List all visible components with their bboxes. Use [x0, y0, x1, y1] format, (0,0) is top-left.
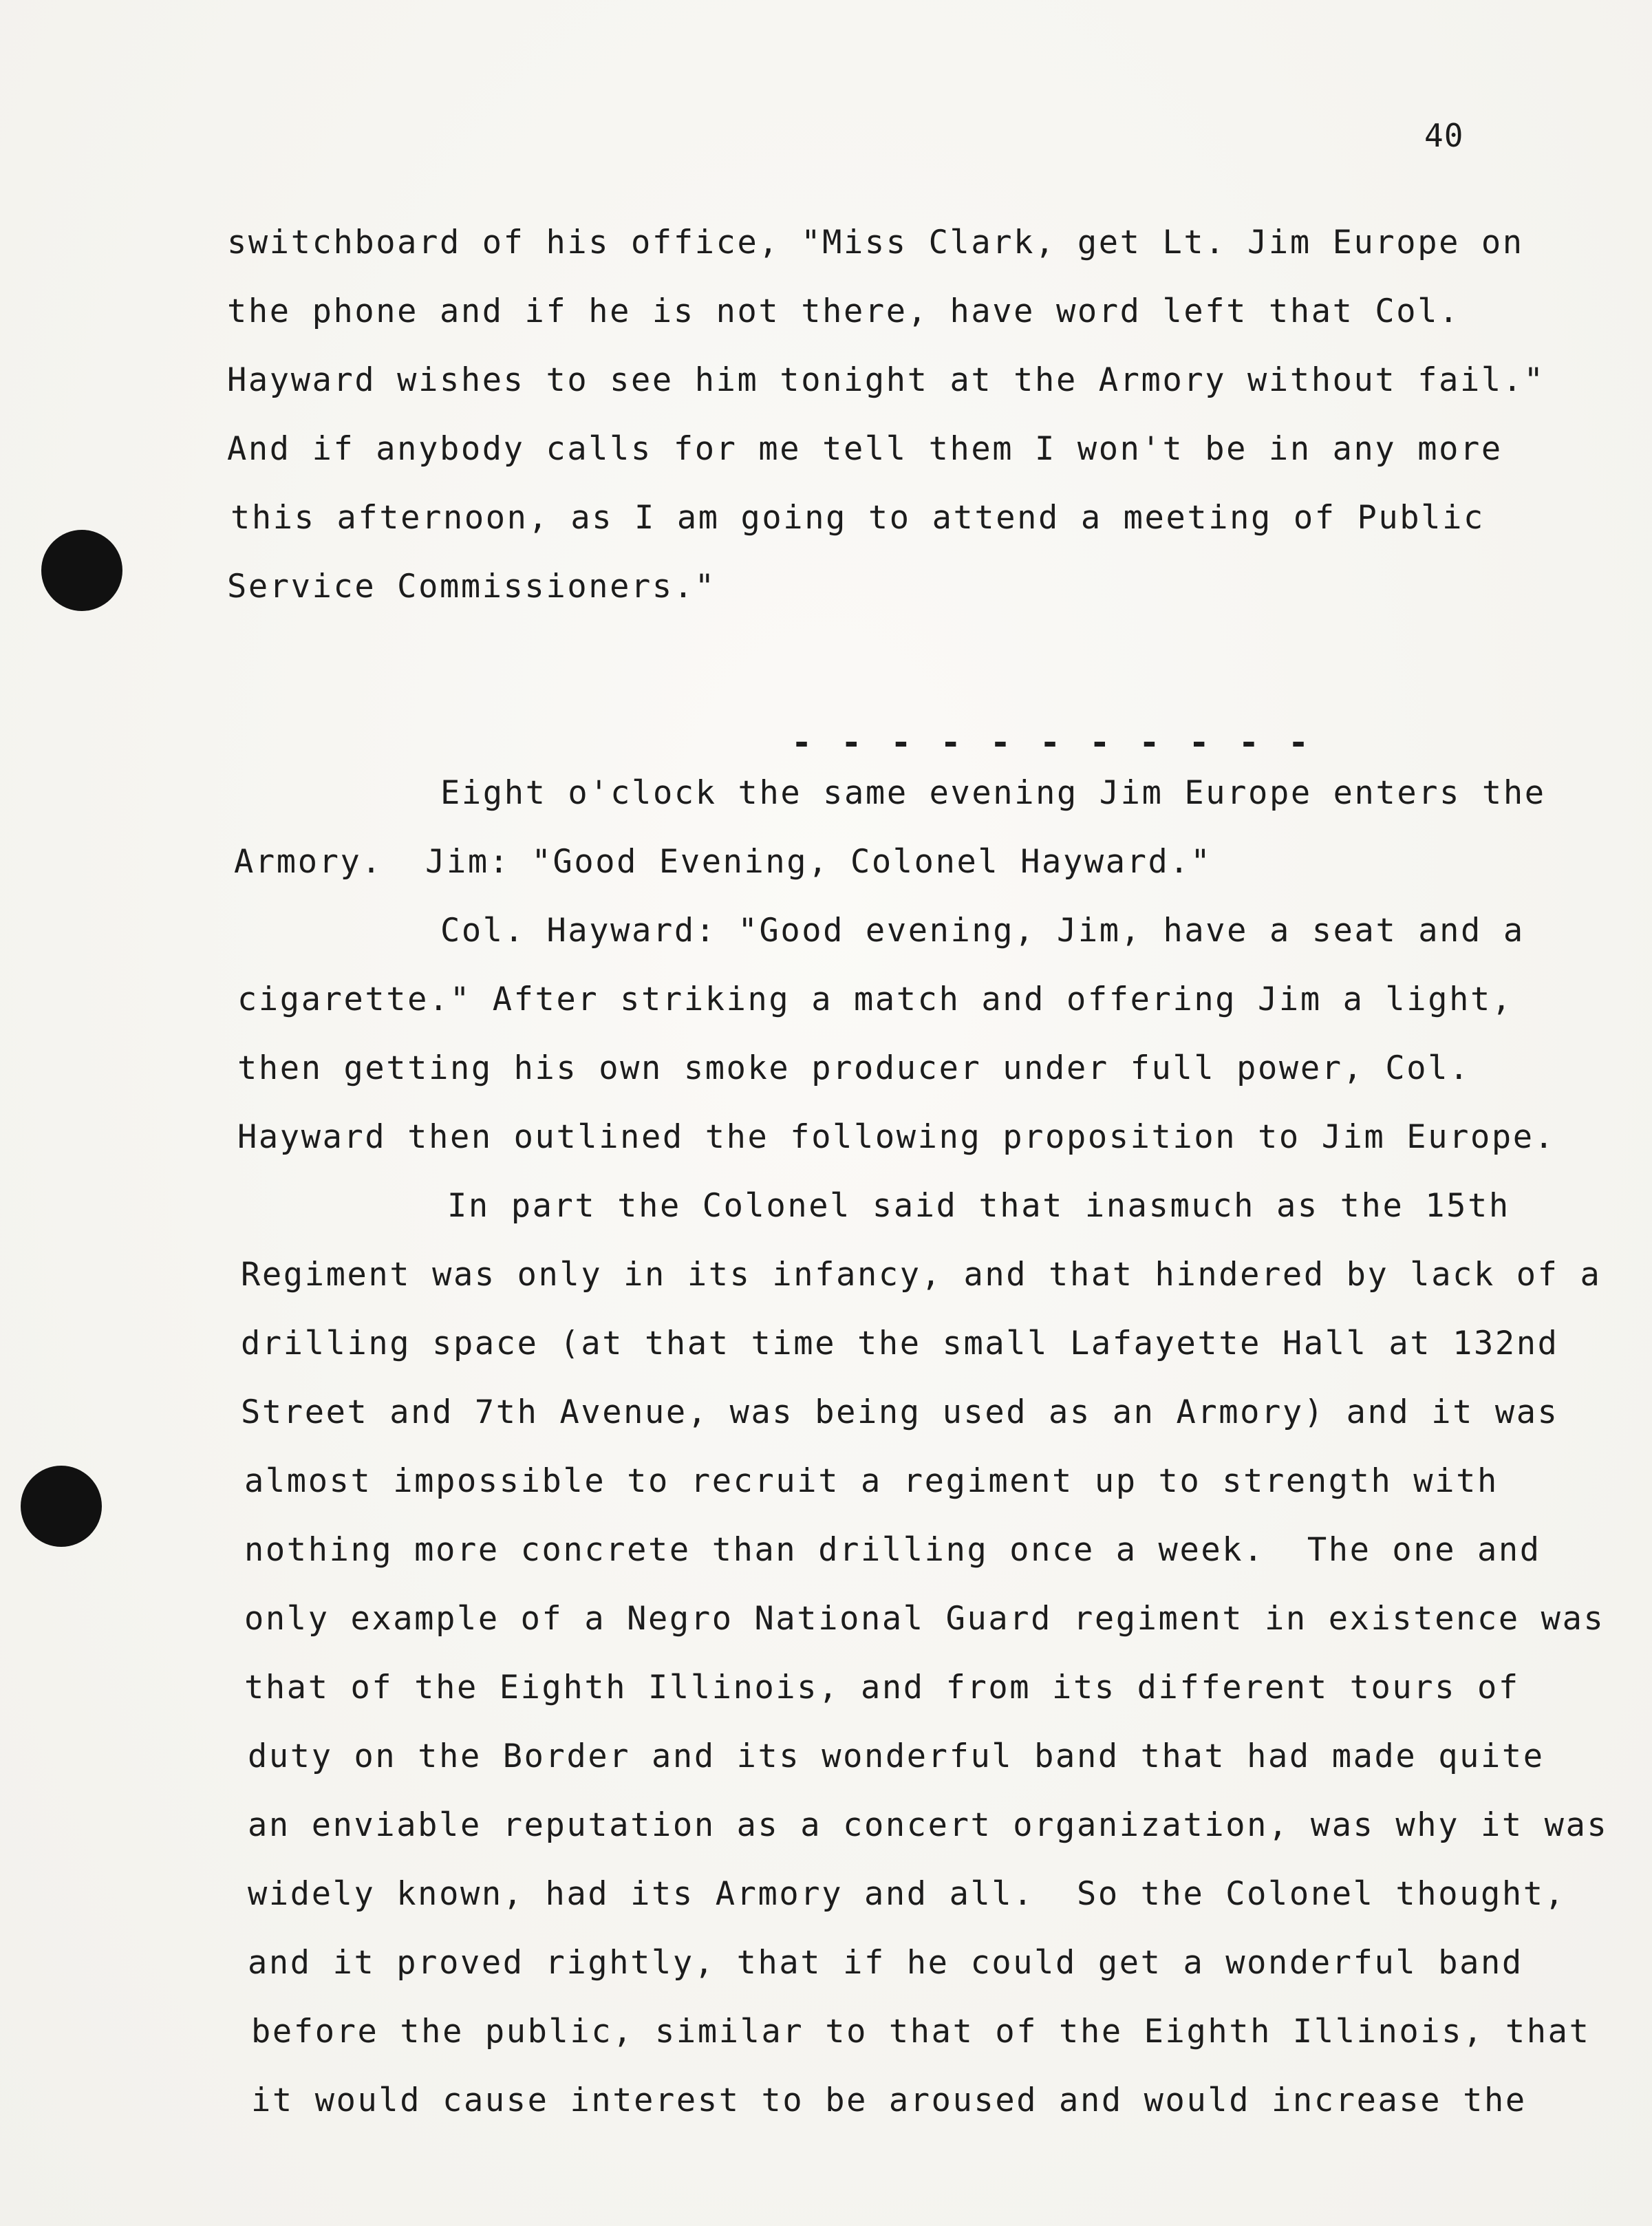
text-line: the phone and if he is not there, have word left that Col.: [227, 292, 1460, 330]
text-line: switchboard of his office, "Miss Clark, get Lt. Jim Europe on: [227, 224, 1524, 261]
text-line: then getting his own smoke producer under full power, Col.: [237, 1049, 1470, 1087]
text-line: this afternoon, as I am going to attend a meeting of Public: [230, 499, 1485, 537]
text-line: drilling space (at that time the small Lafayette Hall at 132nd: [241, 1325, 1559, 1362]
section-separator: - - - - - - - - - - -: [791, 723, 1313, 762]
punch-hole: [41, 530, 122, 611]
text-line: Hayward wishes to see him tonight at the Armory without fail.": [227, 361, 1545, 399]
text-line: only example of a Negro National Guard regiment in existence was: [244, 1600, 1605, 1638]
text-line: almost impossible to recruit a regiment up to strength with: [244, 1462, 1499, 1500]
text-line: Armory. Jim: "Good Evening, Colonel Hayward.": [234, 843, 1212, 881]
text-line: Eight o'clock the same evening Jim Europe enters the: [440, 774, 1546, 812]
text-line: and it proved rightly, that if he could get a wonderful band: [248, 1944, 1523, 1982]
text-line: that of the Eighth Illinois, and from its different tours of: [244, 1669, 1520, 1706]
text-line: Regiment was only in its infancy, and that hindered by lack of a: [241, 1256, 1602, 1294]
text-line: duty on the Border and its wonderful band that had made quite: [248, 1737, 1545, 1775]
text-line: widely known, had its Armory and all. So the Colonel thought,: [248, 1875, 1566, 1913]
punch-hole: [21, 1466, 102, 1547]
page-number: 40: [1424, 117, 1464, 154]
text-line: And if anybody calls for me tell them I won't be in any more: [227, 430, 1503, 468]
text-line: nothing more concrete than drilling once a week. The one and: [244, 1531, 1541, 1569]
text-line: Service Commissioners.": [227, 568, 716, 606]
text-line: an enviable reputation as a concert organization, was why it was: [248, 1806, 1609, 1844]
text-line: Street and 7th Avenue, was being used as an Armory) and it was: [241, 1393, 1559, 1431]
text-line: Col. Hayward: "Good evening, Jim, have a seat and a: [440, 912, 1525, 950]
text-line: cigarette." After striking a match and offering Jim a light,: [237, 981, 1513, 1018]
text-line: it would cause interest to be aroused and would increase the: [251, 2081, 1527, 2119]
text-line: In part the Colonel said that inasmuch as the 15th: [447, 1187, 1510, 1225]
text-line: Hayward then outlined the following proposition to Jim Europe.: [237, 1118, 1556, 1156]
text-line: before the public, similar to that of the Eighth Illinois, that: [251, 2013, 1591, 2051]
